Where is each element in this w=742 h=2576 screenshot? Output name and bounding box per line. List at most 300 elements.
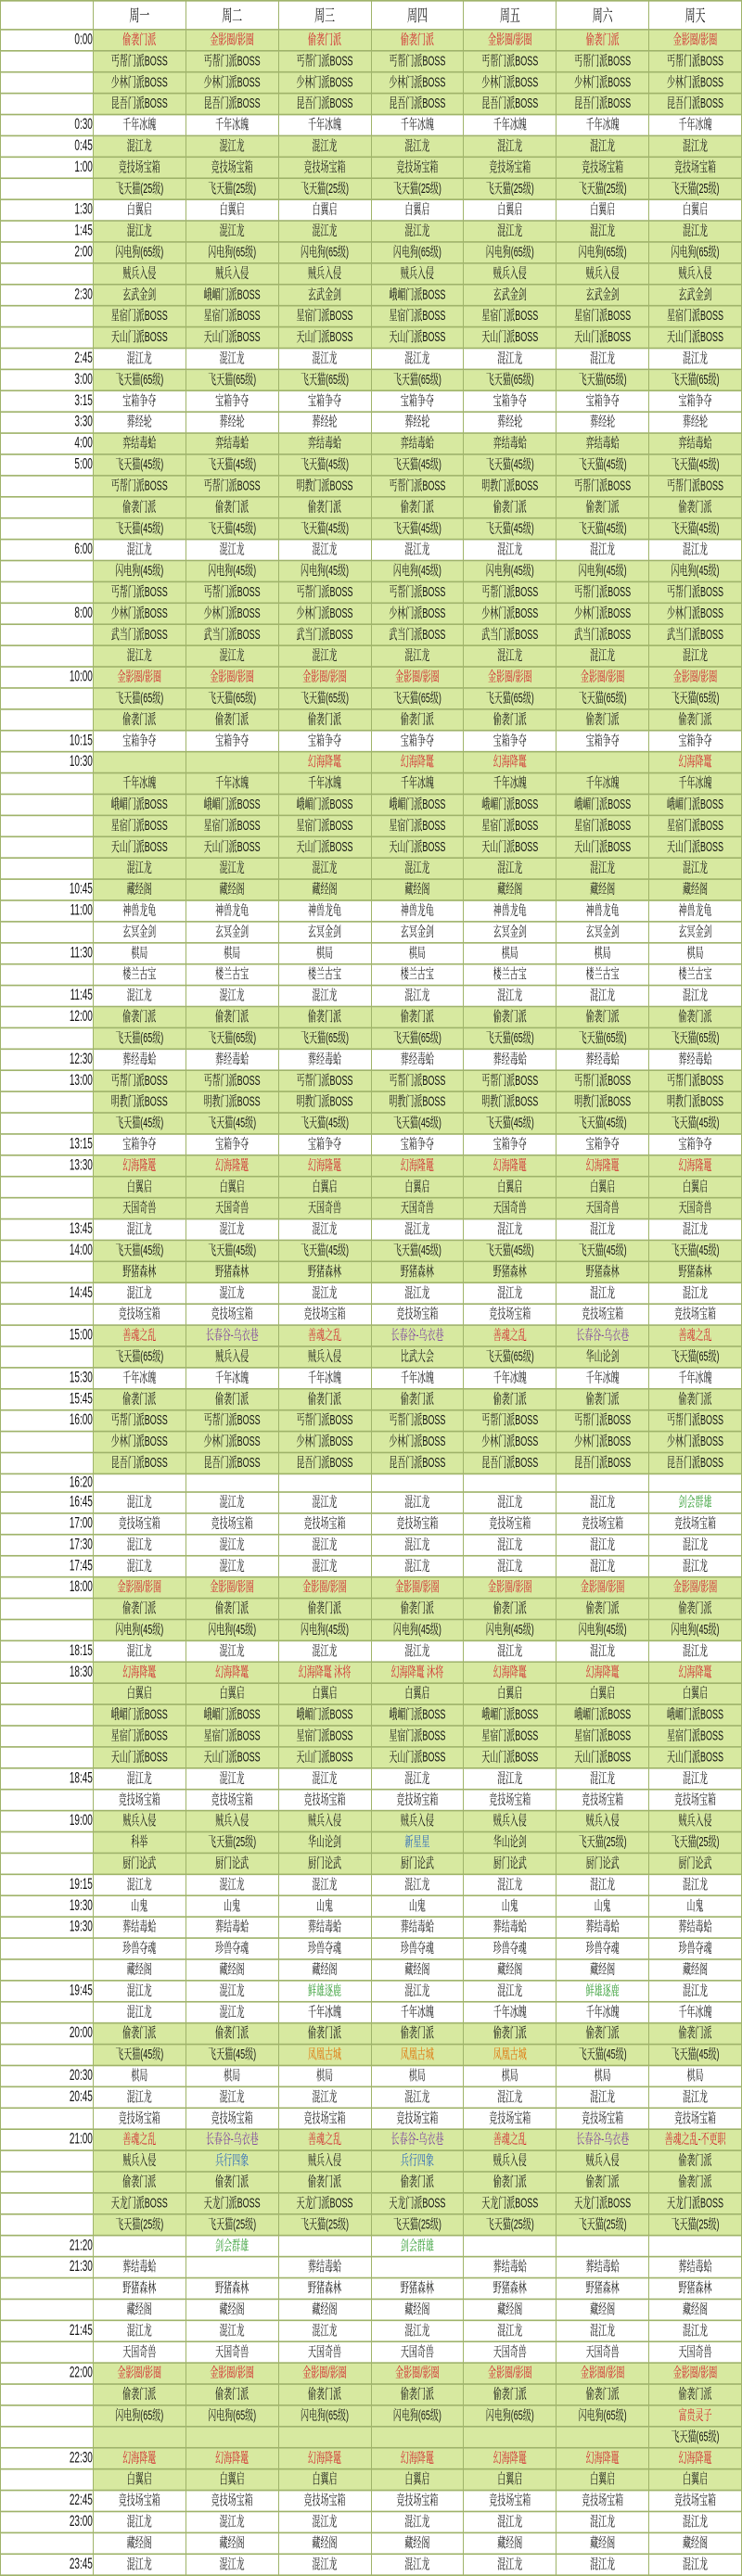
event-cell[interactable] xyxy=(464,263,556,285)
event-cell[interactable] xyxy=(649,1070,742,1091)
event-cell[interactable] xyxy=(556,1853,649,1874)
event-cell[interactable] xyxy=(649,2427,742,2448)
event-cell[interactable] xyxy=(93,2427,186,2448)
event-cell[interactable] xyxy=(371,688,464,709)
event-cell[interactable] xyxy=(186,1832,278,1854)
event-cell[interactable] xyxy=(371,1325,464,1346)
event-cell[interactable] xyxy=(278,433,371,454)
event-cell[interactable] xyxy=(556,922,649,943)
event-cell[interactable] xyxy=(93,1219,186,1241)
event-cell[interactable] xyxy=(186,1304,278,1325)
event-cell[interactable] xyxy=(556,285,649,306)
event-cell[interactable] xyxy=(649,2341,742,2363)
event-cell[interactable] xyxy=(186,2341,278,2363)
event-cell[interactable] xyxy=(371,1368,464,1389)
event-cell[interactable] xyxy=(649,2045,742,2066)
event-cell[interactable] xyxy=(649,1811,742,1832)
event-cell[interactable] xyxy=(556,1768,649,1790)
event-cell[interactable] xyxy=(371,943,464,964)
event-cell[interactable] xyxy=(464,2002,556,2023)
event-cell[interactable] xyxy=(371,306,464,327)
event-cell[interactable] xyxy=(464,1599,556,1620)
event-cell[interactable] xyxy=(464,2257,556,2278)
event-cell[interactable] xyxy=(556,2341,649,2363)
event-cell[interactable] xyxy=(649,986,742,1007)
event-cell[interactable] xyxy=(371,1768,464,1790)
event-cell[interactable] xyxy=(278,1790,371,1811)
event-cell[interactable] xyxy=(93,2320,186,2341)
event-cell[interactable] xyxy=(186,879,278,900)
event-cell[interactable] xyxy=(278,199,371,221)
event-cell[interactable] xyxy=(186,2023,278,2045)
event-cell[interactable] xyxy=(649,390,742,412)
event-cell[interactable] xyxy=(186,561,278,582)
event-cell[interactable] xyxy=(649,943,742,964)
event-cell[interactable] xyxy=(186,1599,278,1620)
event-cell[interactable] xyxy=(93,221,186,242)
event-cell[interactable] xyxy=(371,645,464,667)
event-cell[interactable] xyxy=(278,2405,371,2427)
event-cell[interactable] xyxy=(556,135,649,157)
event-cell[interactable] xyxy=(556,1134,649,1155)
event-cell[interactable] xyxy=(93,348,186,369)
event-cell[interactable] xyxy=(556,454,649,476)
event-cell[interactable] xyxy=(371,2129,464,2150)
event-cell[interactable] xyxy=(649,1198,742,1219)
event-cell[interactable] xyxy=(649,1155,742,1177)
event-cell[interactable] xyxy=(464,1282,556,1304)
event-cell[interactable] xyxy=(371,2065,464,2086)
event-cell[interactable] xyxy=(371,1007,464,1028)
event-cell[interactable] xyxy=(649,922,742,943)
event-cell[interactable] xyxy=(556,2384,649,2405)
event-cell[interactable] xyxy=(93,2193,186,2214)
event-cell[interactable] xyxy=(556,1811,649,1832)
event-cell[interactable] xyxy=(93,2108,186,2129)
event-cell[interactable] xyxy=(93,1556,186,1577)
event-cell[interactable] xyxy=(93,1747,186,1768)
event-cell[interactable] xyxy=(464,667,556,688)
event-cell[interactable] xyxy=(278,1662,371,1683)
event-cell[interactable] xyxy=(371,2384,464,2405)
event-cell[interactable] xyxy=(556,1874,649,1895)
event-cell[interactable] xyxy=(371,1155,464,1177)
event-cell[interactable] xyxy=(371,752,464,773)
event-cell[interactable] xyxy=(278,2086,371,2108)
event-cell[interactable] xyxy=(649,1049,742,1070)
event-cell[interactable] xyxy=(556,836,649,858)
event-cell[interactable] xyxy=(649,794,742,815)
event-cell[interactable] xyxy=(649,1577,742,1599)
event-cell[interactable] xyxy=(278,1155,371,1177)
event-cell[interactable] xyxy=(464,2214,556,2236)
event-cell[interactable] xyxy=(186,836,278,858)
event-cell[interactable] xyxy=(278,2150,371,2172)
event-cell[interactable] xyxy=(278,1219,371,1241)
event-cell[interactable] xyxy=(464,1917,556,1938)
event-cell[interactable] xyxy=(556,157,649,178)
event-cell[interactable] xyxy=(649,645,742,667)
event-cell[interactable] xyxy=(556,51,649,72)
event-cell[interactable] xyxy=(93,497,186,518)
event-cell[interactable] xyxy=(556,2299,649,2320)
event-cell[interactable] xyxy=(93,285,186,306)
event-cell[interactable] xyxy=(93,476,186,497)
event-cell[interactable] xyxy=(278,2299,371,2320)
event-cell[interactable] xyxy=(186,476,278,497)
event-cell[interactable] xyxy=(186,540,278,561)
event-cell[interactable] xyxy=(556,1938,649,1959)
event-cell[interactable] xyxy=(371,263,464,285)
event-cell[interactable] xyxy=(278,1304,371,1325)
event-cell[interactable] xyxy=(186,2193,278,2214)
event-cell[interactable] xyxy=(371,497,464,518)
event-cell[interactable] xyxy=(186,285,278,306)
event-cell[interactable] xyxy=(93,369,186,390)
event-cell[interactable] xyxy=(649,199,742,221)
event-cell[interactable] xyxy=(186,1959,278,1981)
event-cell[interactable] xyxy=(649,1368,742,1389)
event-cell[interactable] xyxy=(556,412,649,433)
event-cell[interactable] xyxy=(93,709,186,731)
event-cell[interactable] xyxy=(93,1853,186,1874)
event-cell[interactable] xyxy=(186,1492,278,1513)
event-cell[interactable] xyxy=(464,433,556,454)
event-cell[interactable] xyxy=(649,752,742,773)
event-cell[interactable] xyxy=(649,2554,742,2575)
event-cell[interactable] xyxy=(186,135,278,157)
event-cell[interactable] xyxy=(464,1240,556,1261)
event-cell[interactable] xyxy=(371,348,464,369)
event-cell[interactable] xyxy=(649,1874,742,1895)
event-cell[interactable] xyxy=(649,836,742,858)
event-cell[interactable] xyxy=(278,94,371,115)
event-cell[interactable] xyxy=(186,2002,278,2023)
event-cell[interactable] xyxy=(556,2405,649,2427)
event-cell[interactable] xyxy=(93,561,186,582)
event-cell[interactable] xyxy=(464,135,556,157)
event-cell[interactable] xyxy=(556,1198,649,1219)
event-cell[interactable] xyxy=(186,1432,278,1453)
event-cell[interactable] xyxy=(556,476,649,497)
event-cell[interactable] xyxy=(649,815,742,836)
event-cell[interactable] xyxy=(649,242,742,263)
event-cell[interactable] xyxy=(93,731,186,752)
event-cell[interactable] xyxy=(371,1747,464,1768)
event-cell[interactable] xyxy=(464,2193,556,2214)
event-cell[interactable] xyxy=(186,221,278,242)
event-cell[interactable] xyxy=(186,2257,278,2278)
event-cell[interactable] xyxy=(93,1811,186,1832)
event-cell[interactable] xyxy=(556,1981,649,2002)
event-cell[interactable] xyxy=(278,135,371,157)
event-cell[interactable] xyxy=(371,2236,464,2257)
event-cell[interactable] xyxy=(278,369,371,390)
event-cell[interactable] xyxy=(649,2108,742,2129)
event-cell[interactable] xyxy=(93,1704,186,1726)
event-cell[interactable] xyxy=(556,1662,649,1683)
event-cell[interactable] xyxy=(371,1535,464,1556)
event-cell[interactable] xyxy=(186,1134,278,1155)
event-cell[interactable] xyxy=(371,1453,464,1474)
event-cell[interactable] xyxy=(371,1577,464,1599)
event-cell[interactable] xyxy=(556,348,649,369)
event-cell[interactable] xyxy=(371,1432,464,1453)
event-cell[interactable] xyxy=(278,1240,371,1261)
event-cell[interactable] xyxy=(464,2299,556,2320)
event-cell[interactable] xyxy=(649,1346,742,1368)
event-cell[interactable] xyxy=(93,688,186,709)
event-cell[interactable] xyxy=(649,667,742,688)
event-cell[interactable] xyxy=(556,1177,649,1198)
event-cell[interactable] xyxy=(186,2405,278,2427)
event-cell[interactable] xyxy=(278,2002,371,2023)
event-cell[interactable] xyxy=(186,369,278,390)
event-cell[interactable] xyxy=(93,2086,186,2108)
event-cell[interactable] xyxy=(649,2511,742,2532)
event-cell[interactable] xyxy=(186,1155,278,1177)
event-cell[interactable] xyxy=(93,2172,186,2193)
event-cell[interactable] xyxy=(556,2448,649,2469)
event-cell[interactable] xyxy=(93,1091,186,1113)
event-cell[interactable] xyxy=(186,178,278,199)
event-cell[interactable] xyxy=(93,2405,186,2427)
event-cell[interactable] xyxy=(186,581,278,603)
event-cell[interactable] xyxy=(556,773,649,795)
event-cell[interactable] xyxy=(93,1790,186,1811)
event-cell[interactable] xyxy=(464,2023,556,2045)
event-cell[interactable] xyxy=(93,1492,186,1513)
event-cell[interactable] xyxy=(464,1832,556,1854)
event-cell[interactable] xyxy=(93,964,186,986)
event-cell[interactable] xyxy=(186,199,278,221)
event-cell[interactable] xyxy=(464,922,556,943)
event-cell[interactable] xyxy=(556,1219,649,1241)
event-cell[interactable] xyxy=(649,72,742,94)
event-cell[interactable] xyxy=(556,1155,649,1177)
event-cell[interactable] xyxy=(556,1599,649,1620)
event-cell[interactable] xyxy=(649,1113,742,1134)
event-cell[interactable] xyxy=(371,603,464,624)
event-cell[interactable] xyxy=(278,1325,371,1346)
event-cell[interactable] xyxy=(278,1453,371,1474)
event-cell[interactable] xyxy=(371,964,464,986)
event-cell[interactable] xyxy=(93,2554,186,2575)
event-cell[interactable] xyxy=(93,433,186,454)
event-cell[interactable] xyxy=(371,115,464,136)
event-cell[interactable] xyxy=(464,1177,556,1198)
event-cell[interactable] xyxy=(464,645,556,667)
event-cell[interactable] xyxy=(371,1091,464,1113)
event-cell[interactable] xyxy=(556,1726,649,1747)
event-cell[interactable] xyxy=(93,2257,186,2278)
event-cell[interactable] xyxy=(93,1832,186,1854)
event-cell[interactable] xyxy=(464,1556,556,1577)
event-cell[interactable] xyxy=(93,1599,186,1620)
event-cell[interactable] xyxy=(649,348,742,369)
event-cell[interactable] xyxy=(371,1790,464,1811)
event-cell[interactable] xyxy=(556,688,649,709)
event-cell[interactable] xyxy=(464,1049,556,1070)
event-cell[interactable] xyxy=(649,1662,742,1683)
event-cell[interactable] xyxy=(649,1790,742,1811)
event-cell[interactable] xyxy=(649,2469,742,2491)
event-cell[interactable] xyxy=(649,285,742,306)
event-cell[interactable] xyxy=(93,581,186,603)
event-cell[interactable] xyxy=(186,1198,278,1219)
event-cell[interactable] xyxy=(278,2363,371,2384)
event-cell[interactable] xyxy=(649,1304,742,1325)
event-cell[interactable] xyxy=(649,1325,742,1346)
event-cell[interactable] xyxy=(649,221,742,242)
event-cell[interactable] xyxy=(464,1134,556,1155)
event-cell[interactable] xyxy=(464,412,556,433)
event-cell[interactable] xyxy=(649,1938,742,1959)
event-cell[interactable] xyxy=(371,794,464,815)
event-cell[interactable] xyxy=(186,1513,278,1535)
event-cell[interactable] xyxy=(93,1959,186,1981)
event-cell[interactable] xyxy=(464,30,556,51)
event-cell[interactable] xyxy=(649,1747,742,1768)
event-cell[interactable] xyxy=(649,731,742,752)
event-cell[interactable] xyxy=(464,688,556,709)
event-cell[interactable] xyxy=(649,135,742,157)
event-cell[interactable] xyxy=(186,1007,278,1028)
event-cell[interactable] xyxy=(464,2384,556,2405)
event-cell[interactable] xyxy=(464,2045,556,2066)
event-cell[interactable] xyxy=(649,2002,742,2023)
event-cell[interactable] xyxy=(649,2236,742,2257)
event-cell[interactable] xyxy=(649,2193,742,2214)
event-cell[interactable] xyxy=(464,1304,556,1325)
event-cell[interactable] xyxy=(556,645,649,667)
event-cell[interactable] xyxy=(93,2299,186,2320)
event-cell[interactable] xyxy=(278,306,371,327)
event-cell[interactable] xyxy=(278,2384,371,2405)
event-cell[interactable] xyxy=(278,1049,371,1070)
event-cell[interactable] xyxy=(278,2341,371,2363)
event-cell[interactable] xyxy=(556,1282,649,1304)
event-cell[interactable] xyxy=(278,476,371,497)
event-cell[interactable] xyxy=(278,1683,371,1704)
event-cell[interactable] xyxy=(93,540,186,561)
event-cell[interactable] xyxy=(186,348,278,369)
event-cell[interactable] xyxy=(278,1261,371,1282)
event-cell[interactable] xyxy=(186,1368,278,1389)
event-cell[interactable] xyxy=(556,518,649,540)
event-cell[interactable] xyxy=(93,2045,186,2066)
event-cell[interactable] xyxy=(186,752,278,773)
event-cell[interactable] xyxy=(278,390,371,412)
event-cell[interactable] xyxy=(556,1473,649,1492)
event-cell[interactable] xyxy=(186,1790,278,1811)
event-cell[interactable] xyxy=(278,2257,371,2278)
event-cell[interactable] xyxy=(371,1410,464,1432)
event-cell[interactable] xyxy=(371,454,464,476)
event-cell[interactable] xyxy=(464,306,556,327)
event-cell[interactable] xyxy=(556,1577,649,1599)
event-cell[interactable] xyxy=(186,1049,278,1070)
event-cell[interactable] xyxy=(186,306,278,327)
event-cell[interactable] xyxy=(186,72,278,94)
event-cell[interactable] xyxy=(556,1747,649,1768)
event-cell[interactable] xyxy=(278,794,371,815)
event-cell[interactable] xyxy=(278,2427,371,2448)
event-cell[interactable] xyxy=(186,2469,278,2491)
event-cell[interactable] xyxy=(186,1473,278,1492)
event-cell[interactable] xyxy=(556,1513,649,1535)
event-cell[interactable] xyxy=(556,1790,649,1811)
event-cell[interactable] xyxy=(278,581,371,603)
event-cell[interactable] xyxy=(371,1981,464,2002)
event-cell[interactable] xyxy=(93,1917,186,1938)
event-cell[interactable] xyxy=(649,518,742,540)
event-cell[interactable] xyxy=(371,858,464,879)
event-cell[interactable] xyxy=(649,412,742,433)
event-cell[interactable] xyxy=(556,2065,649,2086)
event-cell[interactable] xyxy=(186,1704,278,1726)
event-cell[interactable] xyxy=(556,263,649,285)
event-cell[interactable] xyxy=(464,794,556,815)
event-cell[interactable] xyxy=(93,624,186,645)
event-cell[interactable] xyxy=(371,30,464,51)
event-cell[interactable] xyxy=(278,1599,371,1620)
event-cell[interactable] xyxy=(371,1556,464,1577)
event-cell[interactable] xyxy=(649,1619,742,1640)
event-cell[interactable] xyxy=(186,773,278,795)
event-cell[interactable] xyxy=(464,561,556,582)
event-cell[interactable] xyxy=(93,390,186,412)
event-cell[interactable] xyxy=(278,1704,371,1726)
event-cell[interactable] xyxy=(556,1917,649,1938)
event-cell[interactable] xyxy=(556,964,649,986)
event-cell[interactable] xyxy=(649,2532,742,2554)
event-cell[interactable] xyxy=(278,1619,371,1640)
event-cell[interactable] xyxy=(464,1368,556,1389)
event-cell[interactable] xyxy=(278,900,371,922)
event-cell[interactable] xyxy=(93,1027,186,1049)
event-cell[interactable] xyxy=(371,922,464,943)
event-cell[interactable] xyxy=(371,1198,464,1219)
event-cell[interactable] xyxy=(278,1747,371,1768)
event-cell[interactable] xyxy=(278,688,371,709)
event-cell[interactable] xyxy=(371,1917,464,1938)
event-cell[interactable] xyxy=(278,2469,371,2491)
event-cell[interactable] xyxy=(556,1070,649,1091)
event-cell[interactable] xyxy=(93,645,186,667)
event-cell[interactable] xyxy=(278,1640,371,1662)
event-cell[interactable] xyxy=(186,943,278,964)
event-cell[interactable] xyxy=(464,1091,556,1113)
event-cell[interactable] xyxy=(649,1027,742,1049)
event-cell[interactable] xyxy=(186,390,278,412)
event-cell[interactable] xyxy=(371,1895,464,1917)
event-cell[interactable] xyxy=(186,2278,278,2300)
event-cell[interactable] xyxy=(649,454,742,476)
event-cell[interactable] xyxy=(371,624,464,645)
event-cell[interactable] xyxy=(93,1155,186,1177)
event-cell[interactable] xyxy=(371,815,464,836)
event-cell[interactable] xyxy=(93,306,186,327)
event-cell[interactable] xyxy=(556,327,649,349)
event-cell[interactable] xyxy=(371,433,464,454)
event-cell[interactable] xyxy=(186,731,278,752)
event-cell[interactable] xyxy=(186,2491,278,2512)
event-cell[interactable] xyxy=(278,2236,371,2257)
event-cell[interactable] xyxy=(649,1895,742,1917)
event-cell[interactable] xyxy=(278,1726,371,1747)
event-cell[interactable] xyxy=(93,603,186,624)
